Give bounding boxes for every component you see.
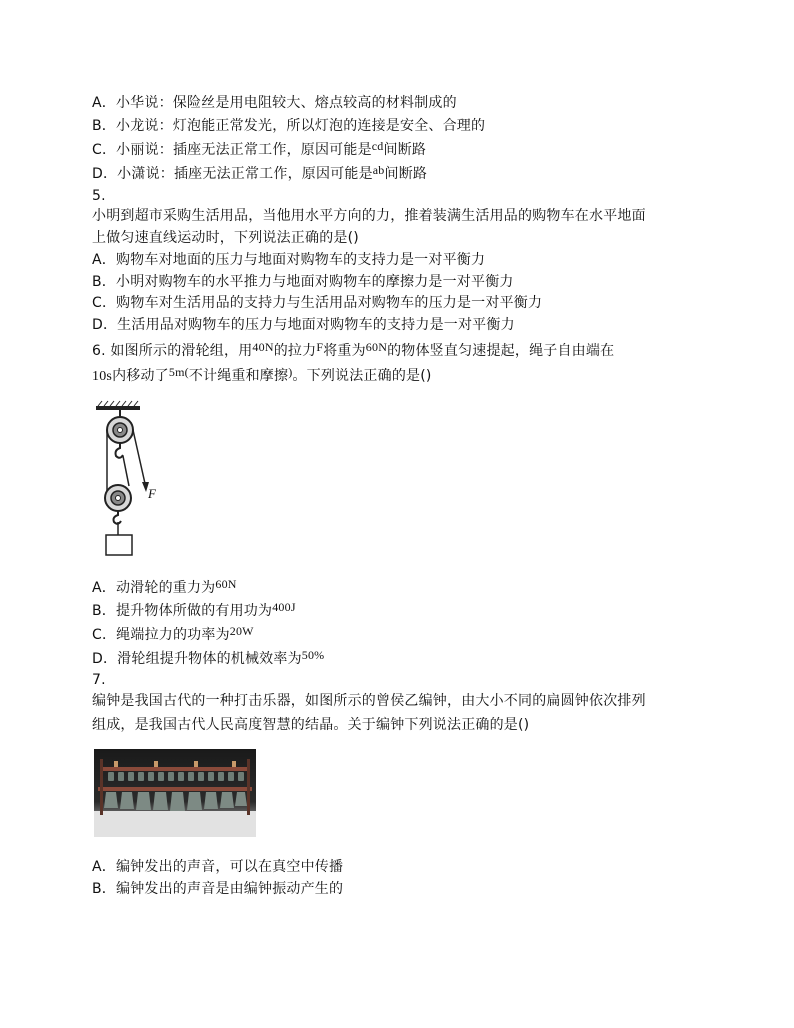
upper-beam xyxy=(100,767,250,771)
ceiling-hatch xyxy=(98,401,138,406)
q6-close-paren: ) xyxy=(288,365,293,379)
q6-value-time: 10s xyxy=(92,369,113,384)
q6-stem-text-2: 的拉力 xyxy=(273,343,317,359)
q6-option-a xyxy=(92,578,237,598)
q6-option-d-value: 50% xyxy=(301,648,325,662)
bianzhong-photo xyxy=(94,749,256,837)
pulley-system-figure xyxy=(92,398,172,558)
rope-middle xyxy=(123,456,129,486)
q4-option-c-var: cd xyxy=(371,139,384,153)
q5-stem-line-1: 小明到超市采购生活用品，当他用水平方向的力，推着装满生活用品的购物车在水平地面 xyxy=(92,208,646,224)
q6-option-d-text: D．滑轮组提升物体的机械效率为 xyxy=(92,651,302,667)
q6-option-c-text: C．绳端拉力的功率为 xyxy=(92,627,230,643)
middle-beam xyxy=(98,787,252,791)
q7-number: 7. xyxy=(92,672,106,688)
q6-symbol-f: F xyxy=(316,340,324,354)
q6-stem-text-5: 内移动了 xyxy=(112,368,169,384)
q4-option-a: A．小华说：保险丝是用电阻较大、熔点较高的材料制成的 xyxy=(92,95,457,111)
q5-option-c: C．购物车对生活用品的支持力与生活用品对购物车的压力是一对平衡力 xyxy=(92,295,543,311)
q7-option-a: A．编钟发出的声音，可以在真空中传播 xyxy=(92,859,344,875)
q6-value-force: 40N xyxy=(252,340,274,354)
q4-option-c-text: C．小丽说：插座无法正常工作，原因可能是 xyxy=(92,142,372,158)
ceiling-bar xyxy=(96,406,140,410)
fixed-pulley xyxy=(107,417,133,443)
q6-option-a-text: A．动滑轮的重力为 xyxy=(92,580,216,596)
q6-option-b-text: B．提升物体所做的有用功为 xyxy=(92,603,273,619)
q6-stem-text-6: 不计绳重和摩擦 xyxy=(188,368,289,384)
q4-option-d-var: ab xyxy=(372,163,385,177)
q5-option-a: A．购物车对地面的压力与地面对购物车的支持力是一对平衡力 xyxy=(92,252,486,268)
q4-option-d-text: D．小潇说：插座无法正常工作，原因可能是 xyxy=(92,166,373,182)
q4-option-c xyxy=(92,140,426,160)
q5-stem-line-2: 上做匀速直线运动时，下列说法正确的是() xyxy=(92,230,359,246)
q5-option-d: D．生活用品对购物车的压力与地面对购物车的支持力是一对平衡力 xyxy=(92,317,515,333)
q6-stem-text-7: 。下列说法正确的是() xyxy=(292,368,432,384)
load-box xyxy=(106,535,132,555)
q4-option-c-suffix: 间断路 xyxy=(383,142,427,158)
q6-stem-line-2 xyxy=(92,366,432,387)
q6-option-c xyxy=(92,625,254,645)
movable-pulley xyxy=(105,485,131,511)
q7-option-b: B．编钟发出的声音是由编钟振动产生的 xyxy=(92,881,344,897)
q4-option-b: B．小龙说：灯泡能正常发光，所以灯泡的连接是安全、合理的 xyxy=(92,118,486,134)
q4-option-d xyxy=(92,164,427,184)
fixed-pulley-hook xyxy=(116,443,124,458)
q6-option-d xyxy=(92,649,324,669)
force-label: F xyxy=(148,486,156,501)
rope-free-end xyxy=(133,430,146,488)
movable-pulley-hook xyxy=(114,511,122,524)
q6-stem-text-3: 将重为 xyxy=(323,343,366,359)
q6-stem-text-1: 6. 如图所示的滑轮组，用 xyxy=(92,343,253,359)
q5-number: 5. xyxy=(92,188,106,204)
q7-stem-line-1: 编钟是我国古代的一种打击乐器，如图所示的曾侯乙编钟，由大小不同的扁圆钟依次排列 xyxy=(92,693,646,709)
q7-stem-line-2: 组成，是我国古代人民高度智慧的结晶。关于编钟下列说法正确的是() xyxy=(92,717,530,733)
q5-option-b: B．小明对购物车的水平推力与地面对购物车的摩擦力是一对平衡力 xyxy=(92,274,514,290)
q6-value-distance: 5m( xyxy=(168,365,189,379)
q4-option-d-suffix: 间断路 xyxy=(384,166,428,182)
q6-option-b xyxy=(92,601,296,621)
q6-option-a-value: 60N xyxy=(215,577,237,591)
q6-value-weight: 60N xyxy=(365,340,388,354)
q6-stem-line-1 xyxy=(92,341,614,361)
q6-stem-text-4: 的物体竖直匀速提起，绳子自由端在 xyxy=(387,343,615,359)
q6-option-b-value: 400J xyxy=(272,600,296,614)
q6-option-c-value: 20W xyxy=(229,624,254,638)
